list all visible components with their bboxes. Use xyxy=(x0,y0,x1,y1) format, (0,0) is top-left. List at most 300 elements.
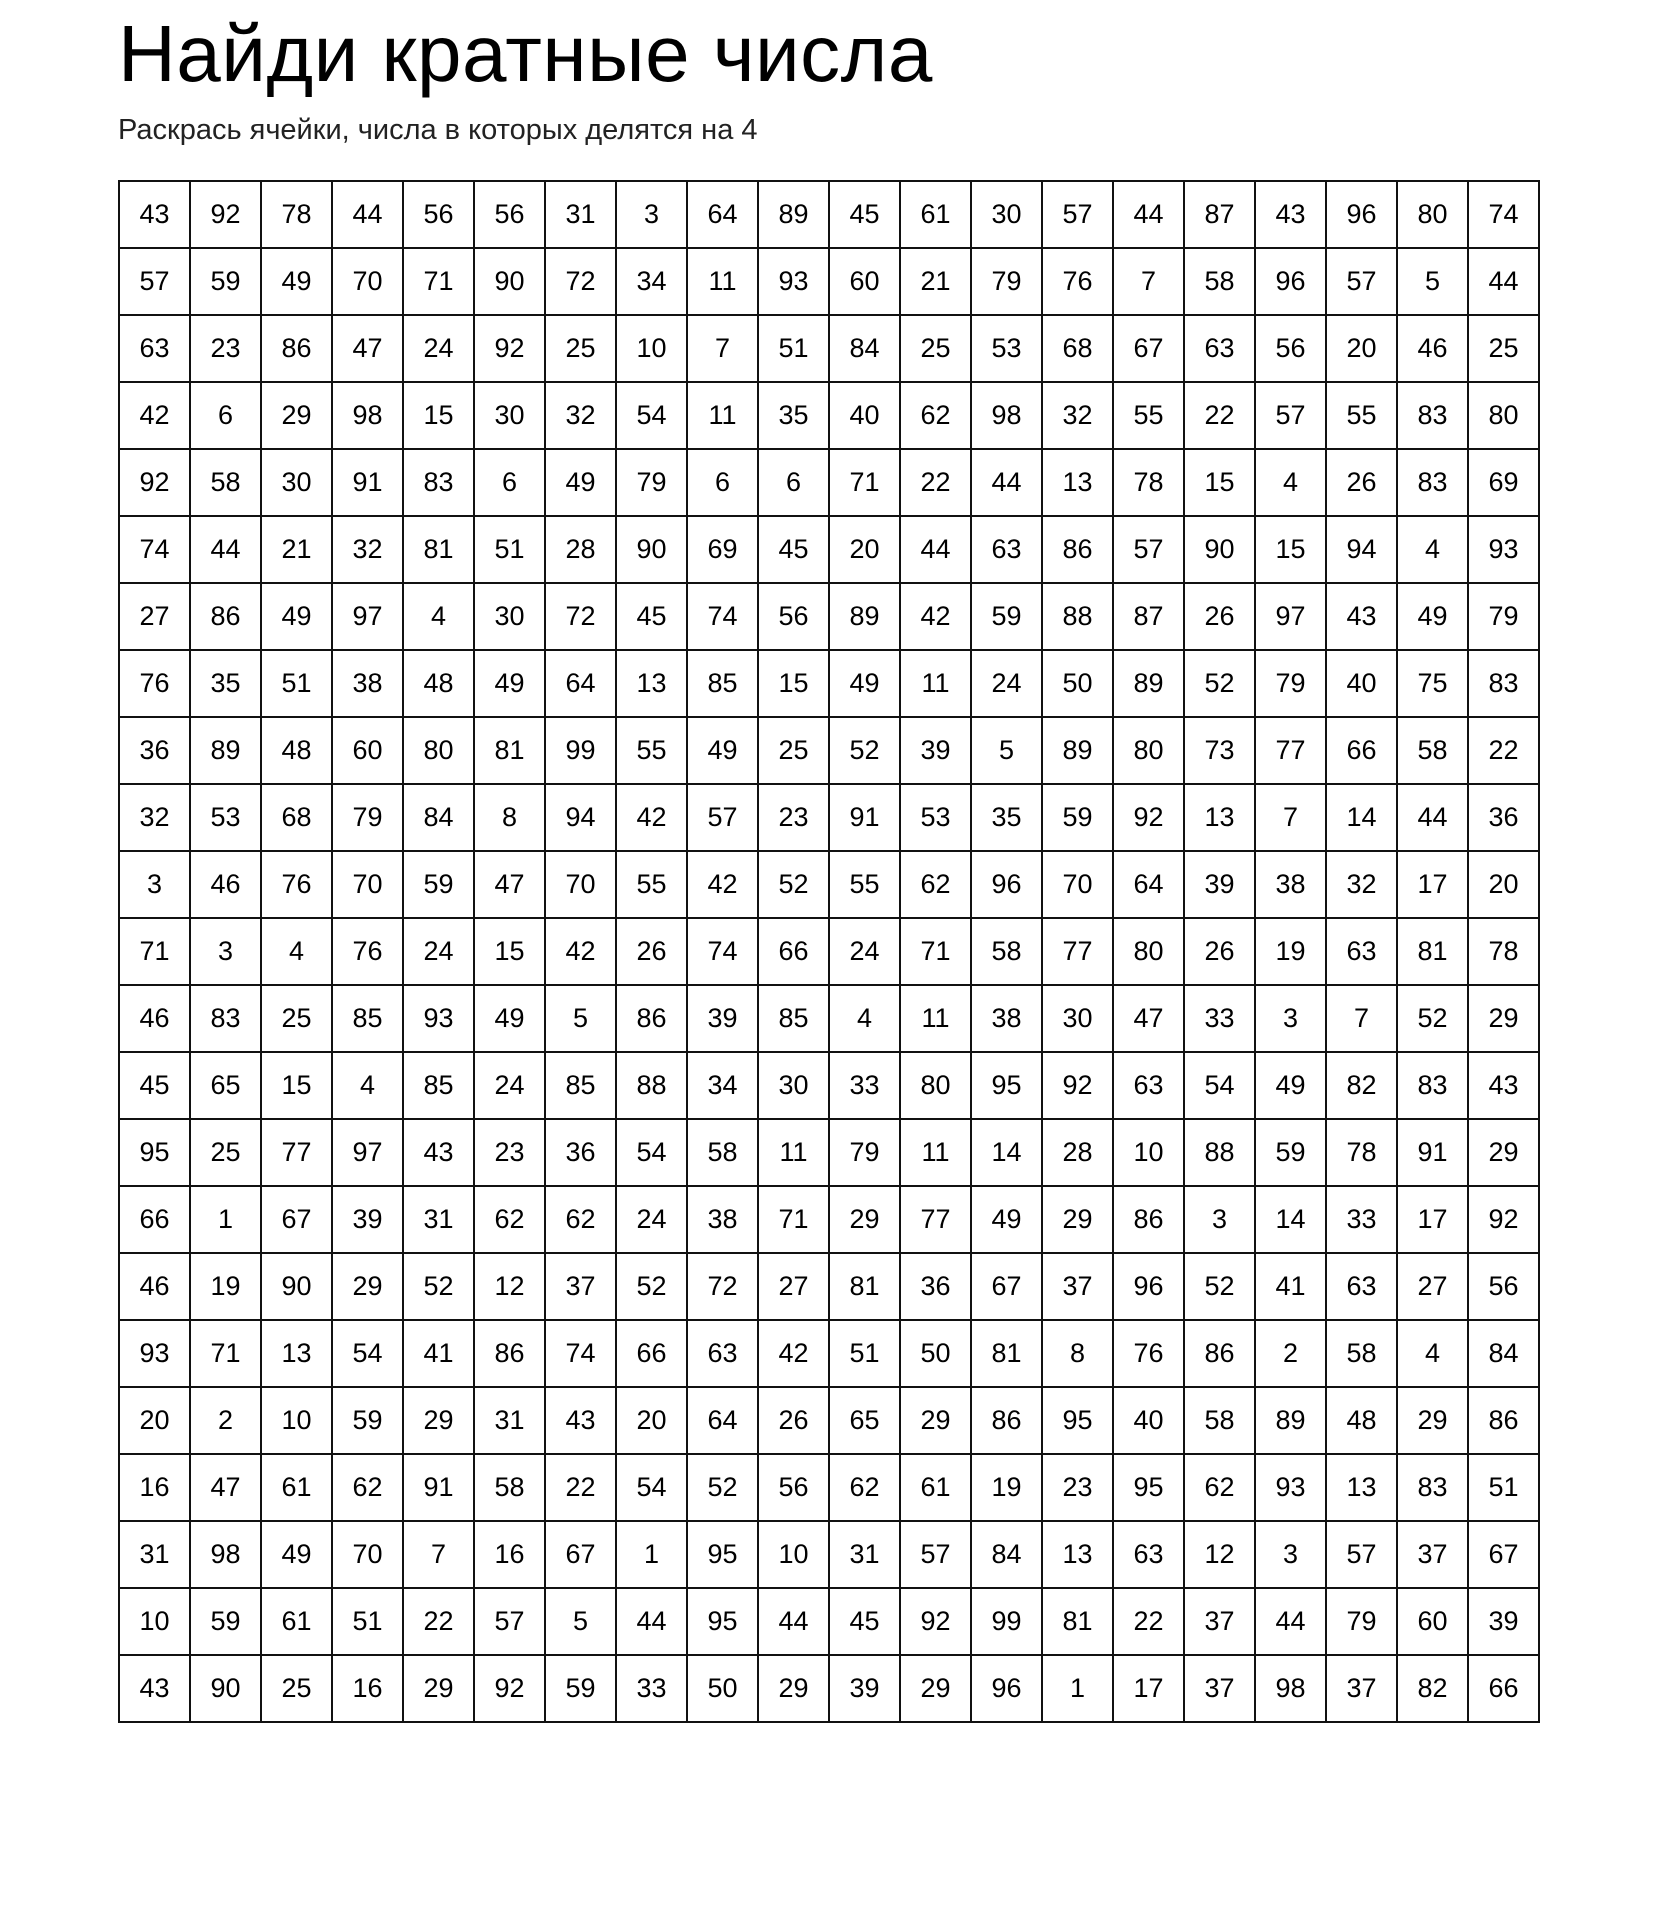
grid-cell[interactable]: 45 xyxy=(119,1052,190,1119)
grid-cell[interactable]: 57 xyxy=(1042,181,1113,248)
grid-cell[interactable]: 50 xyxy=(1042,650,1113,717)
grid-cell[interactable]: 44 xyxy=(332,181,403,248)
grid-cell[interactable]: 92 xyxy=(1468,1186,1539,1253)
grid-cell[interactable]: 5 xyxy=(545,985,616,1052)
grid-cell[interactable]: 63 xyxy=(1326,1253,1397,1320)
grid-cell[interactable]: 44 xyxy=(190,516,261,583)
grid-cell[interactable]: 23 xyxy=(1042,1454,1113,1521)
grid-cell[interactable]: 92 xyxy=(900,1588,971,1655)
grid-cell[interactable]: 56 xyxy=(758,1454,829,1521)
grid-cell[interactable]: 92 xyxy=(474,1655,545,1722)
grid-cell[interactable]: 27 xyxy=(1397,1253,1468,1320)
grid-cell[interactable]: 62 xyxy=(829,1454,900,1521)
grid-cell[interactable]: 91 xyxy=(403,1454,474,1521)
grid-cell[interactable]: 74 xyxy=(687,918,758,985)
grid-cell[interactable]: 59 xyxy=(1042,784,1113,851)
grid-cell[interactable]: 71 xyxy=(900,918,971,985)
grid-cell[interactable]: 56 xyxy=(758,583,829,650)
grid-cell[interactable]: 72 xyxy=(545,248,616,315)
grid-cell[interactable]: 77 xyxy=(900,1186,971,1253)
grid-cell[interactable]: 16 xyxy=(474,1521,545,1588)
grid-cell[interactable]: 30 xyxy=(971,181,1042,248)
grid-cell[interactable]: 49 xyxy=(1255,1052,1326,1119)
grid-cell[interactable]: 56 xyxy=(1255,315,1326,382)
grid-cell[interactable]: 7 xyxy=(1255,784,1326,851)
grid-cell[interactable]: 51 xyxy=(758,315,829,382)
grid-cell[interactable]: 51 xyxy=(829,1320,900,1387)
grid-cell[interactable]: 19 xyxy=(190,1253,261,1320)
grid-cell[interactable]: 47 xyxy=(474,851,545,918)
grid-cell[interactable]: 96 xyxy=(1113,1253,1184,1320)
grid-cell[interactable]: 42 xyxy=(687,851,758,918)
grid-cell[interactable]: 27 xyxy=(758,1253,829,1320)
grid-cell[interactable]: 71 xyxy=(403,248,474,315)
grid-cell[interactable]: 58 xyxy=(971,918,1042,985)
grid-cell[interactable]: 45 xyxy=(829,1588,900,1655)
grid-cell[interactable]: 76 xyxy=(1113,1320,1184,1387)
grid-cell[interactable]: 72 xyxy=(545,583,616,650)
grid-cell[interactable]: 88 xyxy=(1042,583,1113,650)
grid-cell[interactable]: 50 xyxy=(900,1320,971,1387)
grid-cell[interactable]: 89 xyxy=(1113,650,1184,717)
grid-cell[interactable]: 29 xyxy=(1397,1387,1468,1454)
grid-cell[interactable]: 95 xyxy=(1042,1387,1113,1454)
grid-cell[interactable]: 22 xyxy=(900,449,971,516)
grid-cell[interactable]: 57 xyxy=(1255,382,1326,449)
grid-cell[interactable]: 93 xyxy=(758,248,829,315)
grid-cell[interactable]: 78 xyxy=(1113,449,1184,516)
grid-cell[interactable]: 78 xyxy=(261,181,332,248)
grid-cell[interactable]: 6 xyxy=(687,449,758,516)
grid-cell[interactable]: 52 xyxy=(1184,1253,1255,1320)
grid-cell[interactable]: 58 xyxy=(1397,717,1468,784)
grid-cell[interactable]: 81 xyxy=(474,717,545,784)
grid-cell[interactable]: 41 xyxy=(1255,1253,1326,1320)
grid-cell[interactable]: 63 xyxy=(1113,1521,1184,1588)
grid-cell[interactable]: 27 xyxy=(119,583,190,650)
grid-cell[interactable]: 24 xyxy=(971,650,1042,717)
grid-cell[interactable]: 30 xyxy=(758,1052,829,1119)
grid-cell[interactable]: 95 xyxy=(119,1119,190,1186)
grid-cell[interactable]: 67 xyxy=(1468,1521,1539,1588)
grid-cell[interactable]: 54 xyxy=(1184,1052,1255,1119)
grid-cell[interactable]: 17 xyxy=(1113,1655,1184,1722)
grid-cell[interactable]: 10 xyxy=(758,1521,829,1588)
grid-cell[interactable]: 32 xyxy=(545,382,616,449)
grid-cell[interactable]: 95 xyxy=(687,1588,758,1655)
grid-cell[interactable]: 30 xyxy=(474,583,545,650)
grid-cell[interactable]: 89 xyxy=(758,181,829,248)
grid-cell[interactable]: 52 xyxy=(616,1253,687,1320)
grid-cell[interactable]: 49 xyxy=(971,1186,1042,1253)
grid-cell[interactable]: 83 xyxy=(1397,449,1468,516)
grid-cell[interactable]: 96 xyxy=(971,1655,1042,1722)
grid-cell[interactable]: 87 xyxy=(1113,583,1184,650)
grid-cell[interactable]: 57 xyxy=(1326,248,1397,315)
grid-cell[interactable]: 11 xyxy=(687,248,758,315)
grid-cell[interactable]: 57 xyxy=(119,248,190,315)
grid-cell[interactable]: 49 xyxy=(261,583,332,650)
grid-cell[interactable]: 47 xyxy=(332,315,403,382)
grid-cell[interactable]: 68 xyxy=(1042,315,1113,382)
grid-cell[interactable]: 36 xyxy=(545,1119,616,1186)
grid-cell[interactable]: 33 xyxy=(1184,985,1255,1052)
grid-cell[interactable]: 64 xyxy=(687,181,758,248)
grid-cell[interactable]: 8 xyxy=(1042,1320,1113,1387)
grid-cell[interactable]: 22 xyxy=(1468,717,1539,784)
grid-cell[interactable]: 59 xyxy=(545,1655,616,1722)
grid-cell[interactable]: 95 xyxy=(687,1521,758,1588)
grid-cell[interactable]: 30 xyxy=(1042,985,1113,1052)
grid-cell[interactable]: 76 xyxy=(332,918,403,985)
grid-cell[interactable]: 66 xyxy=(119,1186,190,1253)
grid-cell[interactable]: 79 xyxy=(829,1119,900,1186)
grid-cell[interactable]: 23 xyxy=(474,1119,545,1186)
grid-cell[interactable]: 7 xyxy=(687,315,758,382)
grid-cell[interactable]: 74 xyxy=(1468,181,1539,248)
grid-cell[interactable]: 39 xyxy=(687,985,758,1052)
grid-cell[interactable]: 26 xyxy=(1326,449,1397,516)
grid-cell[interactable]: 13 xyxy=(1326,1454,1397,1521)
grid-cell[interactable]: 10 xyxy=(616,315,687,382)
grid-cell[interactable]: 44 xyxy=(900,516,971,583)
grid-cell[interactable]: 47 xyxy=(1113,985,1184,1052)
grid-cell[interactable]: 24 xyxy=(829,918,900,985)
grid-cell[interactable]: 4 xyxy=(829,985,900,1052)
grid-cell[interactable]: 79 xyxy=(1468,583,1539,650)
grid-cell[interactable]: 25 xyxy=(758,717,829,784)
grid-cell[interactable]: 52 xyxy=(1184,650,1255,717)
grid-cell[interactable]: 8 xyxy=(474,784,545,851)
grid-cell[interactable]: 85 xyxy=(758,985,829,1052)
grid-cell[interactable]: 96 xyxy=(971,851,1042,918)
grid-cell[interactable]: 63 xyxy=(971,516,1042,583)
grid-cell[interactable]: 26 xyxy=(616,918,687,985)
grid-cell[interactable]: 61 xyxy=(261,1454,332,1521)
grid-cell[interactable]: 7 xyxy=(1326,985,1397,1052)
grid-cell[interactable]: 85 xyxy=(403,1052,474,1119)
grid-cell[interactable]: 17 xyxy=(1397,1186,1468,1253)
grid-cell[interactable]: 29 xyxy=(1468,1119,1539,1186)
grid-cell[interactable]: 81 xyxy=(403,516,474,583)
grid-cell[interactable]: 48 xyxy=(261,717,332,784)
grid-cell[interactable]: 33 xyxy=(829,1052,900,1119)
grid-cell[interactable]: 42 xyxy=(545,918,616,985)
grid-cell[interactable]: 77 xyxy=(1255,717,1326,784)
grid-cell[interactable]: 44 xyxy=(1468,248,1539,315)
grid-cell[interactable]: 93 xyxy=(119,1320,190,1387)
grid-cell[interactable]: 51 xyxy=(474,516,545,583)
grid-cell[interactable]: 84 xyxy=(1468,1320,1539,1387)
grid-cell[interactable]: 89 xyxy=(829,583,900,650)
grid-cell[interactable]: 86 xyxy=(616,985,687,1052)
grid-cell[interactable]: 44 xyxy=(1397,784,1468,851)
grid-cell[interactable]: 79 xyxy=(971,248,1042,315)
grid-cell[interactable]: 42 xyxy=(119,382,190,449)
grid-cell[interactable]: 13 xyxy=(1184,784,1255,851)
grid-cell[interactable]: 14 xyxy=(1326,784,1397,851)
grid-cell[interactable]: 45 xyxy=(758,516,829,583)
grid-cell[interactable]: 57 xyxy=(900,1521,971,1588)
grid-cell[interactable]: 29 xyxy=(403,1655,474,1722)
grid-cell[interactable]: 80 xyxy=(1113,717,1184,784)
grid-cell[interactable]: 89 xyxy=(190,717,261,784)
grid-cell[interactable]: 20 xyxy=(829,516,900,583)
grid-cell[interactable]: 66 xyxy=(1326,717,1397,784)
grid-cell[interactable]: 43 xyxy=(119,181,190,248)
grid-cell[interactable]: 46 xyxy=(190,851,261,918)
grid-cell[interactable]: 24 xyxy=(403,918,474,985)
grid-cell[interactable]: 21 xyxy=(261,516,332,583)
grid-cell[interactable]: 96 xyxy=(1255,248,1326,315)
grid-cell[interactable]: 50 xyxy=(687,1655,758,1722)
grid-cell[interactable]: 98 xyxy=(332,382,403,449)
grid-cell[interactable]: 15 xyxy=(758,650,829,717)
grid-cell[interactable]: 55 xyxy=(829,851,900,918)
grid-cell[interactable]: 71 xyxy=(758,1186,829,1253)
grid-cell[interactable]: 74 xyxy=(545,1320,616,1387)
grid-cell[interactable]: 15 xyxy=(403,382,474,449)
grid-cell[interactable]: 56 xyxy=(474,181,545,248)
grid-cell[interactable]: 47 xyxy=(190,1454,261,1521)
grid-cell[interactable]: 14 xyxy=(1255,1186,1326,1253)
grid-cell[interactable]: 83 xyxy=(1397,382,1468,449)
grid-cell[interactable]: 54 xyxy=(616,1119,687,1186)
grid-cell[interactable]: 65 xyxy=(829,1387,900,1454)
grid-cell[interactable]: 32 xyxy=(119,784,190,851)
grid-cell[interactable]: 40 xyxy=(1326,650,1397,717)
grid-cell[interactable]: 4 xyxy=(1397,1320,1468,1387)
grid-cell[interactable]: 40 xyxy=(829,382,900,449)
grid-cell[interactable]: 70 xyxy=(332,851,403,918)
grid-cell[interactable]: 84 xyxy=(403,784,474,851)
grid-cell[interactable]: 78 xyxy=(1326,1119,1397,1186)
grid-cell[interactable]: 31 xyxy=(474,1387,545,1454)
grid-cell[interactable]: 31 xyxy=(119,1521,190,1588)
grid-cell[interactable]: 83 xyxy=(403,449,474,516)
grid-cell[interactable]: 57 xyxy=(474,1588,545,1655)
grid-cell[interactable]: 13 xyxy=(616,650,687,717)
grid-cell[interactable]: 86 xyxy=(1184,1320,1255,1387)
grid-cell[interactable]: 67 xyxy=(971,1253,1042,1320)
grid-cell[interactable]: 63 xyxy=(1326,918,1397,985)
grid-cell[interactable]: 92 xyxy=(119,449,190,516)
grid-cell[interactable]: 92 xyxy=(190,181,261,248)
grid-cell[interactable]: 78 xyxy=(1468,918,1539,985)
grid-cell[interactable]: 99 xyxy=(545,717,616,784)
grid-cell[interactable]: 34 xyxy=(616,248,687,315)
grid-cell[interactable]: 42 xyxy=(616,784,687,851)
grid-cell[interactable]: 31 xyxy=(545,181,616,248)
grid-cell[interactable]: 11 xyxy=(687,382,758,449)
grid-cell[interactable]: 24 xyxy=(616,1186,687,1253)
grid-cell[interactable]: 29 xyxy=(758,1655,829,1722)
grid-cell[interactable]: 49 xyxy=(829,650,900,717)
grid-cell[interactable]: 44 xyxy=(758,1588,829,1655)
grid-cell[interactable]: 99 xyxy=(971,1588,1042,1655)
grid-cell[interactable]: 96 xyxy=(1326,181,1397,248)
grid-cell[interactable]: 6 xyxy=(474,449,545,516)
grid-cell[interactable]: 39 xyxy=(332,1186,403,1253)
grid-cell[interactable]: 13 xyxy=(1042,1521,1113,1588)
grid-cell[interactable]: 15 xyxy=(474,918,545,985)
grid-cell[interactable]: 57 xyxy=(687,784,758,851)
grid-cell[interactable]: 5 xyxy=(1397,248,1468,315)
grid-cell[interactable]: 86 xyxy=(1468,1387,1539,1454)
grid-cell[interactable]: 75 xyxy=(1397,650,1468,717)
grid-cell[interactable]: 31 xyxy=(403,1186,474,1253)
grid-cell[interactable]: 4 xyxy=(332,1052,403,1119)
grid-cell[interactable]: 24 xyxy=(474,1052,545,1119)
grid-cell[interactable]: 32 xyxy=(332,516,403,583)
grid-cell[interactable]: 20 xyxy=(1468,851,1539,918)
grid-cell[interactable]: 52 xyxy=(1397,985,1468,1052)
grid-cell[interactable]: 64 xyxy=(687,1387,758,1454)
grid-cell[interactable]: 49 xyxy=(474,985,545,1052)
grid-cell[interactable]: 86 xyxy=(1042,516,1113,583)
grid-cell[interactable]: 81 xyxy=(1042,1588,1113,1655)
grid-cell[interactable]: 70 xyxy=(545,851,616,918)
grid-cell[interactable]: 10 xyxy=(1113,1119,1184,1186)
grid-cell[interactable]: 51 xyxy=(1468,1454,1539,1521)
grid-cell[interactable]: 10 xyxy=(119,1588,190,1655)
grid-cell[interactable]: 29 xyxy=(1468,985,1539,1052)
grid-cell[interactable]: 82 xyxy=(1397,1655,1468,1722)
grid-cell[interactable]: 32 xyxy=(1042,382,1113,449)
grid-cell[interactable]: 62 xyxy=(474,1186,545,1253)
grid-cell[interactable]: 63 xyxy=(119,315,190,382)
grid-cell[interactable]: 63 xyxy=(1184,315,1255,382)
grid-cell[interactable]: 66 xyxy=(758,918,829,985)
grid-cell[interactable]: 43 xyxy=(1326,583,1397,650)
grid-cell[interactable]: 83 xyxy=(1397,1052,1468,1119)
grid-cell[interactable]: 4 xyxy=(403,583,474,650)
grid-cell[interactable]: 59 xyxy=(403,851,474,918)
grid-cell[interactable]: 86 xyxy=(261,315,332,382)
grid-cell[interactable]: 43 xyxy=(545,1387,616,1454)
grid-cell[interactable]: 84 xyxy=(971,1521,1042,1588)
grid-cell[interactable]: 3 xyxy=(616,181,687,248)
grid-cell[interactable]: 52 xyxy=(403,1253,474,1320)
grid-cell[interactable]: 25 xyxy=(900,315,971,382)
grid-cell[interactable]: 77 xyxy=(1042,918,1113,985)
grid-cell[interactable]: 28 xyxy=(545,516,616,583)
grid-cell[interactable]: 25 xyxy=(261,985,332,1052)
grid-cell[interactable]: 88 xyxy=(1184,1119,1255,1186)
grid-cell[interactable]: 92 xyxy=(1042,1052,1113,1119)
grid-cell[interactable]: 29 xyxy=(829,1186,900,1253)
grid-cell[interactable]: 3 xyxy=(1255,985,1326,1052)
grid-cell[interactable]: 46 xyxy=(119,1253,190,1320)
grid-cell[interactable]: 25 xyxy=(190,1119,261,1186)
grid-cell[interactable]: 55 xyxy=(616,851,687,918)
grid-cell[interactable]: 38 xyxy=(1255,851,1326,918)
grid-cell[interactable]: 3 xyxy=(1184,1186,1255,1253)
grid-cell[interactable]: 25 xyxy=(545,315,616,382)
grid-cell[interactable]: 84 xyxy=(829,315,900,382)
grid-cell[interactable]: 13 xyxy=(261,1320,332,1387)
grid-cell[interactable]: 79 xyxy=(1255,650,1326,717)
grid-cell[interactable]: 57 xyxy=(1113,516,1184,583)
grid-cell[interactable]: 36 xyxy=(1468,784,1539,851)
grid-cell[interactable]: 44 xyxy=(616,1588,687,1655)
grid-cell[interactable]: 42 xyxy=(900,583,971,650)
grid-cell[interactable]: 19 xyxy=(971,1454,1042,1521)
grid-cell[interactable]: 97 xyxy=(1255,583,1326,650)
grid-cell[interactable]: 48 xyxy=(1326,1387,1397,1454)
grid-cell[interactable]: 83 xyxy=(1397,1454,1468,1521)
grid-cell[interactable]: 59 xyxy=(971,583,1042,650)
grid-cell[interactable]: 48 xyxy=(403,650,474,717)
grid-cell[interactable]: 68 xyxy=(261,784,332,851)
grid-cell[interactable]: 98 xyxy=(1255,1655,1326,1722)
grid-cell[interactable]: 66 xyxy=(1468,1655,1539,1722)
grid-cell[interactable]: 53 xyxy=(971,315,1042,382)
grid-cell[interactable]: 95 xyxy=(971,1052,1042,1119)
grid-cell[interactable]: 63 xyxy=(687,1320,758,1387)
grid-cell[interactable]: 11 xyxy=(758,1119,829,1186)
grid-cell[interactable]: 90 xyxy=(1184,516,1255,583)
grid-cell[interactable]: 71 xyxy=(829,449,900,516)
grid-cell[interactable]: 58 xyxy=(190,449,261,516)
grid-cell[interactable]: 97 xyxy=(332,583,403,650)
grid-cell[interactable]: 86 xyxy=(474,1320,545,1387)
grid-cell[interactable]: 70 xyxy=(332,248,403,315)
grid-cell[interactable]: 57 xyxy=(1326,1521,1397,1588)
grid-cell[interactable]: 89 xyxy=(1042,717,1113,784)
grid-cell[interactable]: 87 xyxy=(1184,181,1255,248)
grid-cell[interactable]: 20 xyxy=(1326,315,1397,382)
grid-cell[interactable]: 58 xyxy=(1184,248,1255,315)
grid-cell[interactable]: 21 xyxy=(900,248,971,315)
grid-cell[interactable]: 62 xyxy=(900,851,971,918)
grid-cell[interactable]: 95 xyxy=(1113,1454,1184,1521)
grid-cell[interactable]: 35 xyxy=(190,650,261,717)
grid-cell[interactable]: 42 xyxy=(758,1320,829,1387)
grid-cell[interactable]: 37 xyxy=(1042,1253,1113,1320)
grid-cell[interactable]: 15 xyxy=(1184,449,1255,516)
grid-cell[interactable]: 52 xyxy=(687,1454,758,1521)
grid-cell[interactable]: 72 xyxy=(687,1253,758,1320)
grid-cell[interactable]: 73 xyxy=(1184,717,1255,784)
grid-cell[interactable]: 13 xyxy=(1042,449,1113,516)
grid-cell[interactable]: 5 xyxy=(971,717,1042,784)
grid-cell[interactable]: 88 xyxy=(616,1052,687,1119)
grid-cell[interactable]: 1 xyxy=(1042,1655,1113,1722)
grid-cell[interactable]: 76 xyxy=(119,650,190,717)
grid-cell[interactable]: 2 xyxy=(1255,1320,1326,1387)
grid-cell[interactable]: 29 xyxy=(261,382,332,449)
grid-cell[interactable]: 20 xyxy=(119,1387,190,1454)
grid-cell[interactable]: 28 xyxy=(1042,1119,1113,1186)
grid-cell[interactable]: 86 xyxy=(971,1387,1042,1454)
grid-cell[interactable]: 33 xyxy=(1326,1186,1397,1253)
grid-cell[interactable]: 70 xyxy=(1042,851,1113,918)
grid-cell[interactable]: 17 xyxy=(1397,851,1468,918)
grid-cell[interactable]: 64 xyxy=(1113,851,1184,918)
grid-cell[interactable]: 97 xyxy=(332,1119,403,1186)
grid-cell[interactable]: 93 xyxy=(1255,1454,1326,1521)
grid-cell[interactable]: 58 xyxy=(474,1454,545,1521)
grid-cell[interactable]: 79 xyxy=(616,449,687,516)
grid-cell[interactable]: 91 xyxy=(1397,1119,1468,1186)
grid-cell[interactable]: 80 xyxy=(1113,918,1184,985)
grid-cell[interactable]: 69 xyxy=(1468,449,1539,516)
grid-cell[interactable]: 46 xyxy=(119,985,190,1052)
grid-cell[interactable]: 38 xyxy=(332,650,403,717)
grid-cell[interactable]: 32 xyxy=(1326,851,1397,918)
grid-cell[interactable]: 81 xyxy=(829,1253,900,1320)
